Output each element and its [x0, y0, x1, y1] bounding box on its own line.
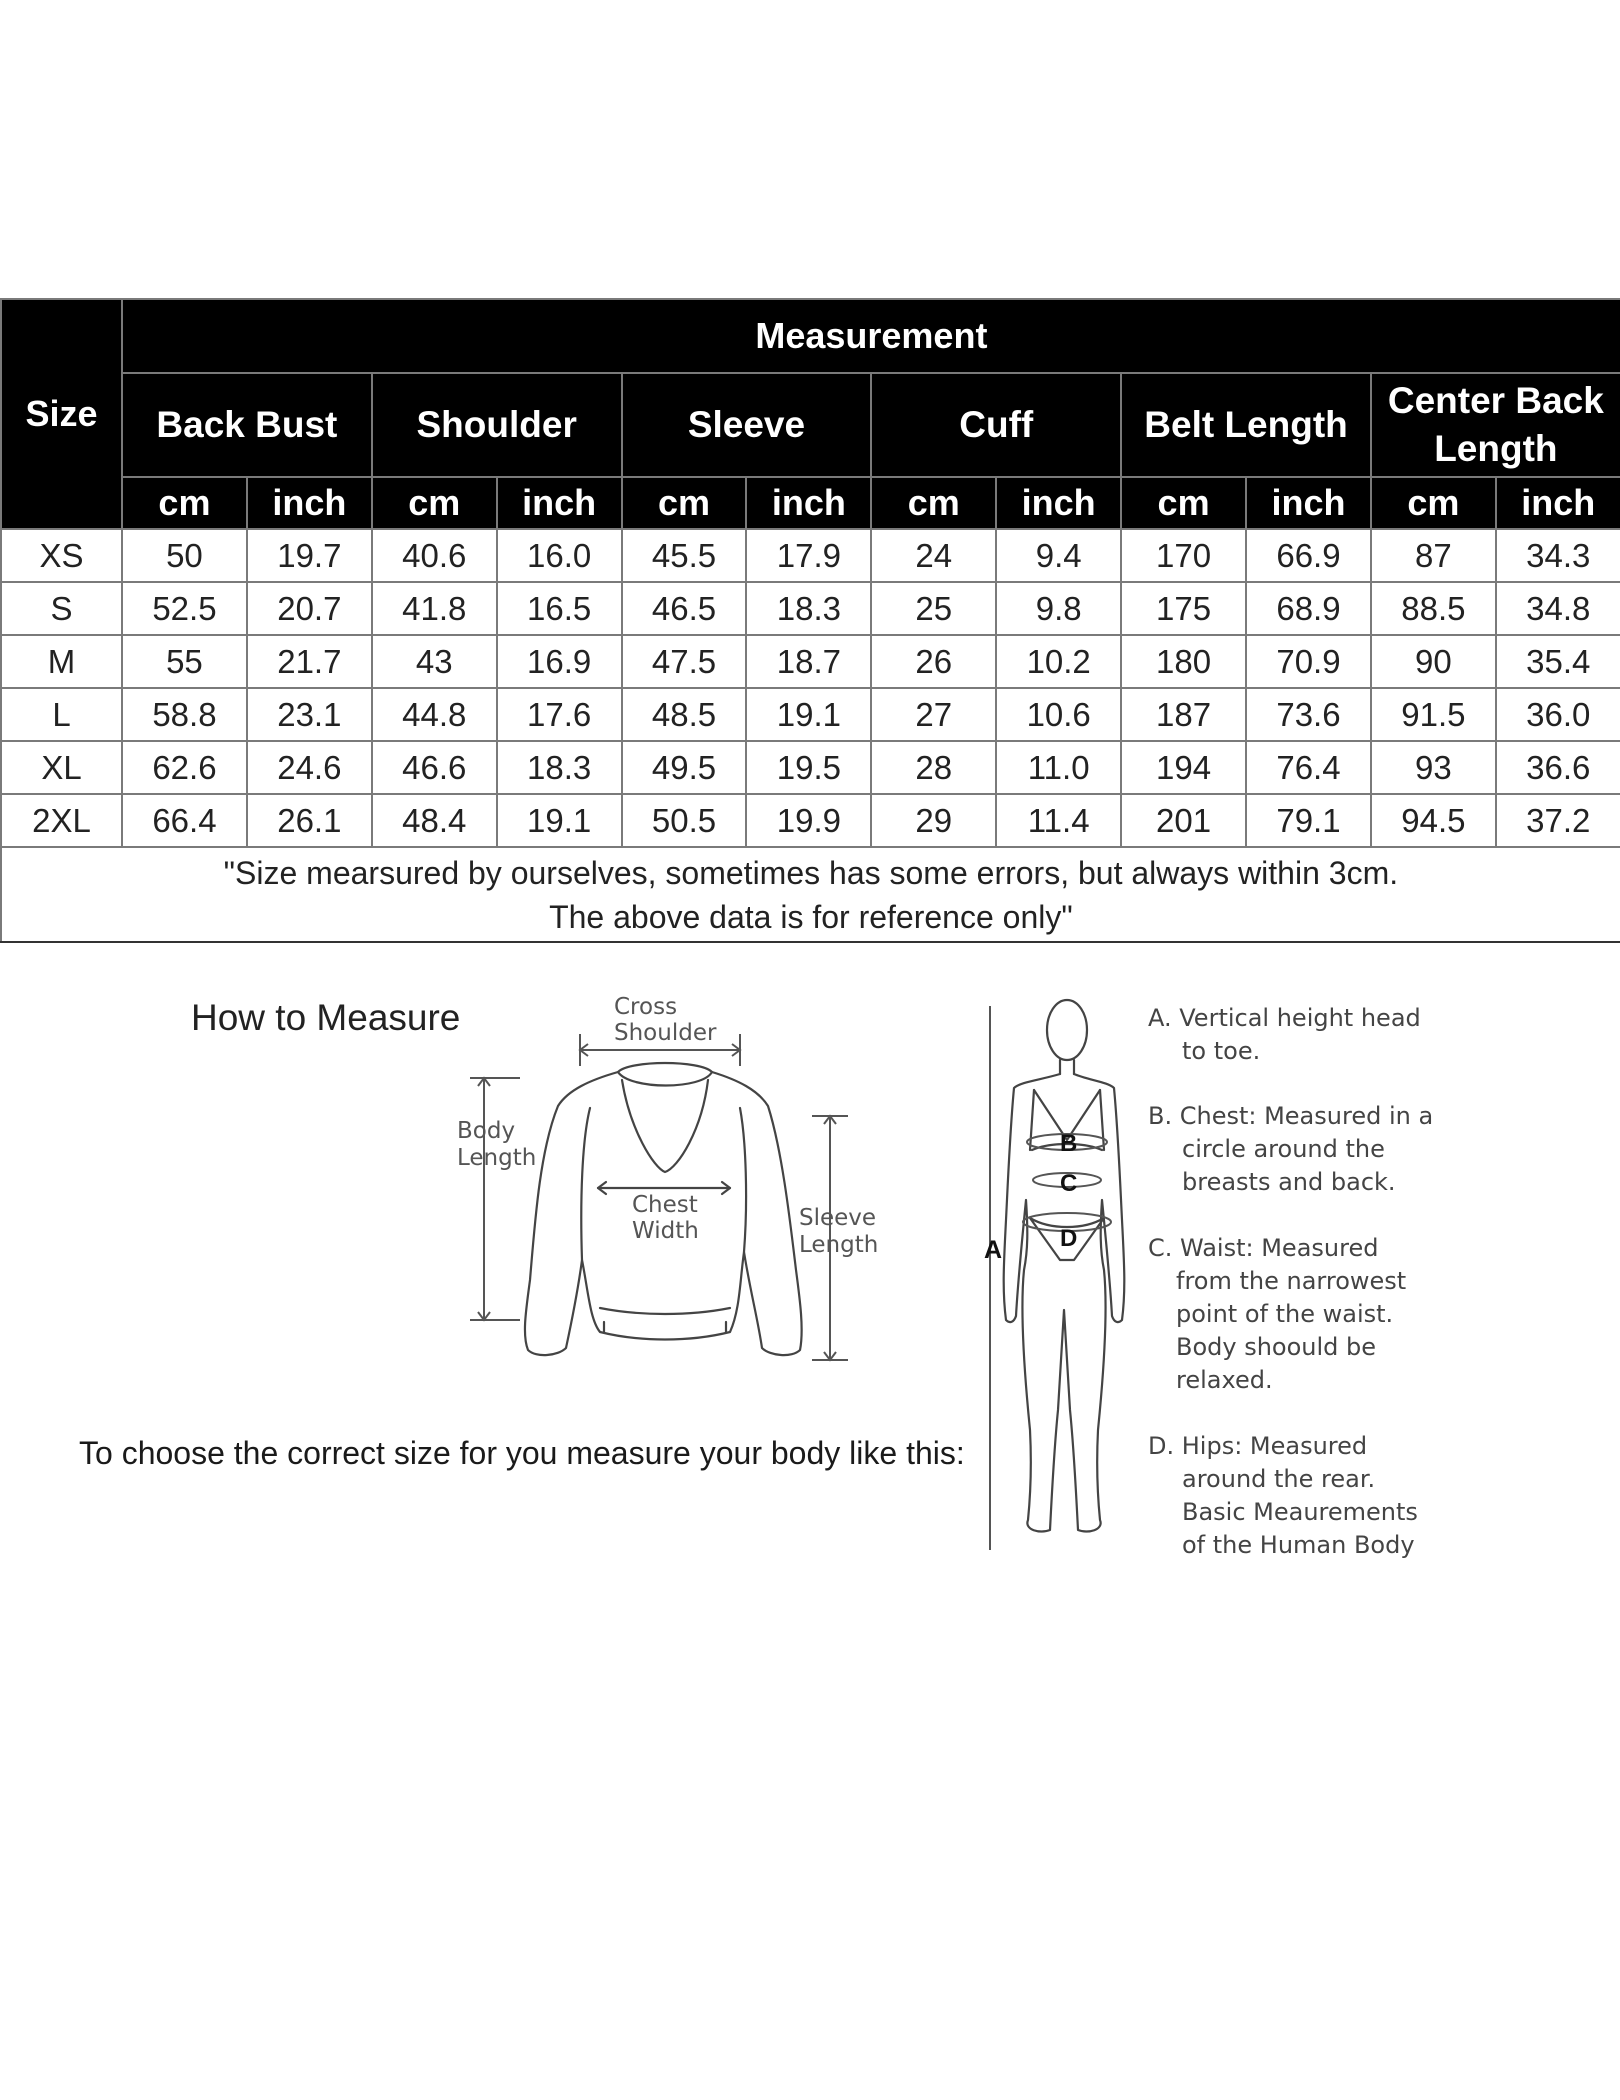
value-cell: 73.6 [1246, 688, 1371, 741]
value-cell: 19.9 [746, 794, 871, 847]
table-row [1, 794, 1620, 847]
value-cell: 55 [122, 635, 247, 688]
unit-header-inch: inch [247, 477, 372, 529]
legend-line: A. Vertical height head [1148, 1004, 1421, 1032]
value-cell: 23.1 [247, 688, 372, 741]
unit-header-inch: inch [996, 477, 1121, 529]
size-cell: 2XL [1, 794, 122, 847]
group-header-sleeve: Sleeve [622, 373, 872, 477]
value-cell: 37.2 [1496, 794, 1620, 847]
value-cell: 44.8 [372, 688, 497, 741]
group-header-cuff: Cuff [871, 373, 1121, 477]
value-cell: 62.6 [122, 741, 247, 794]
value-cell: 36.0 [1496, 688, 1620, 741]
value-cell: 48.4 [372, 794, 497, 847]
value-cell: 87 [1371, 529, 1496, 582]
legend-line: breasts and back. [1182, 1168, 1396, 1196]
size-cell: S [1, 582, 122, 635]
table-row [1, 529, 1620, 582]
value-cell: 41.8 [372, 582, 497, 635]
group-header-center-back-length: Center Back Length [1371, 373, 1620, 477]
measure-instruction: To choose the correct size for you measure your body like this: [79, 1435, 965, 1471]
unit-header-cm: cm [1121, 477, 1246, 529]
value-cell: 9.4 [996, 529, 1121, 582]
legend-line: to toe. [1182, 1037, 1261, 1065]
value-cell: 16.0 [497, 529, 622, 582]
value-cell: 26.1 [247, 794, 372, 847]
unit-header-inch: inch [1496, 477, 1620, 529]
value-cell: 26 [871, 635, 996, 688]
figure-label-c: C [1060, 1170, 1078, 1197]
legend-line: Body shoould be [1176, 1333, 1377, 1361]
measurement-title: Measurement [122, 299, 1620, 373]
value-cell: 11.0 [996, 741, 1121, 794]
shirt-measure-diagram [440, 990, 900, 1380]
size-cell: L [1, 688, 122, 741]
unit-header-cm: cm [871, 477, 996, 529]
value-cell: 50 [122, 529, 247, 582]
value-cell: 46.6 [372, 741, 497, 794]
table-row [1, 741, 1620, 794]
size-chart-table [0, 298, 1620, 943]
value-cell: 29 [871, 794, 996, 847]
body-length-label: Length [457, 1145, 537, 1171]
value-cell: 28 [871, 741, 996, 794]
figure-label-b: B [1060, 1130, 1078, 1157]
table-row [1, 635, 1620, 688]
unit-header-cm: cm [622, 477, 747, 529]
table-row [1, 582, 1620, 635]
unit-header-inch: inch [746, 477, 871, 529]
group-header-back-bust: Back Bust [122, 373, 372, 477]
value-cell: 45.5 [622, 529, 747, 582]
size-column-header: Size [1, 299, 122, 529]
size-table-body [1, 529, 1620, 847]
value-cell: 19.1 [746, 688, 871, 741]
how-to-measure-title: How to Measure [191, 997, 461, 1038]
legend-line: from the narrowest [1176, 1267, 1407, 1295]
size-cell: XS [1, 529, 122, 582]
legend-line: D. Hips: Measured [1148, 1432, 1368, 1460]
value-cell: 21.7 [247, 635, 372, 688]
unit-header-cm: cm [122, 477, 247, 529]
value-cell: 93 [1371, 741, 1496, 794]
legend-line: of the Human Body [1182, 1531, 1415, 1559]
value-cell: 201 [1121, 794, 1246, 847]
value-cell: 180 [1121, 635, 1246, 688]
value-cell: 40.6 [372, 529, 497, 582]
legend-line: point of the waist. [1176, 1300, 1394, 1328]
legend-item-b [1148, 1100, 1433, 1199]
cross-shoulder-label: Shoulder [614, 1020, 717, 1046]
chest-width-label: Width [632, 1218, 699, 1244]
value-cell: 25 [871, 582, 996, 635]
legend-line: relaxed. [1176, 1366, 1273, 1394]
table-note-line: "Size mearsured by ourselves, sometimes has some errors, but always within 3cm. [223, 854, 1399, 891]
value-cell: 175 [1121, 582, 1246, 635]
legend-item-a [1148, 1002, 1421, 1068]
value-cell: 49.5 [622, 741, 747, 794]
value-cell: 18.3 [497, 741, 622, 794]
value-cell: 20.7 [247, 582, 372, 635]
legend-item-d [1148, 1430, 1418, 1562]
value-cell: 17.9 [746, 529, 871, 582]
unit-header-inch: inch [1246, 477, 1371, 529]
value-cell: 27 [871, 688, 996, 741]
measurement-bands [990, 1006, 1111, 1550]
value-cell: 94.5 [1371, 794, 1496, 847]
value-cell: 16.9 [497, 635, 622, 688]
value-cell: 76.4 [1246, 741, 1371, 794]
table-row [1, 688, 1620, 741]
table-note-line: The above data is for reference only" [549, 898, 1073, 935]
legend-line: Basic Meaurements [1182, 1498, 1418, 1526]
table-note [1, 847, 1620, 942]
sleeve-length-label: Length [799, 1232, 879, 1258]
figure-label-d: D [1060, 1225, 1078, 1252]
value-cell: 34.8 [1496, 582, 1620, 635]
value-cell: 50.5 [622, 794, 747, 847]
value-cell: 24 [871, 529, 996, 582]
value-cell: 17.6 [497, 688, 622, 741]
value-cell: 35.4 [1496, 635, 1620, 688]
group-header-belt-length: Belt Length [1121, 373, 1371, 477]
value-cell: 58.8 [122, 688, 247, 741]
value-cell: 91.5 [1371, 688, 1496, 741]
legend-item-c [1148, 1232, 1406, 1397]
value-cell: 34.3 [1496, 529, 1620, 582]
value-cell: 48.5 [622, 688, 747, 741]
value-cell: 16.5 [497, 582, 622, 635]
chest-width-label: Chest [632, 1192, 698, 1218]
value-cell: 36.6 [1496, 741, 1620, 794]
value-cell: 90 [1371, 635, 1496, 688]
value-cell: 24.6 [247, 741, 372, 794]
legend-line: around the rear. [1182, 1465, 1376, 1493]
unit-header-cm: cm [1371, 477, 1496, 529]
legend-line: C. Waist: Measured [1148, 1234, 1379, 1262]
value-cell: 10.2 [996, 635, 1121, 688]
value-cell: 170 [1121, 529, 1246, 582]
value-cell: 70.9 [1246, 635, 1371, 688]
legend-line: circle around the [1182, 1135, 1385, 1163]
value-cell: 79.1 [1246, 794, 1371, 847]
value-cell: 46.5 [622, 582, 747, 635]
value-cell: 19.5 [746, 741, 871, 794]
value-cell: 10.6 [996, 688, 1121, 741]
figure-label-a: A [984, 1236, 1003, 1264]
value-cell: 194 [1121, 741, 1246, 794]
unit-header-inch: inch [497, 477, 622, 529]
value-cell: 52.5 [122, 582, 247, 635]
value-cell: 19.1 [497, 794, 622, 847]
cross-shoulder-label: Cross [614, 994, 678, 1020]
human-body-icon [1004, 1000, 1125, 1532]
value-cell: 9.8 [996, 582, 1121, 635]
value-cell: 66.9 [1246, 529, 1371, 582]
value-cell: 187 [1121, 688, 1246, 741]
legend-line: B. Chest: Measured in a [1148, 1102, 1434, 1130]
unit-header-cm: cm [372, 477, 497, 529]
value-cell: 18.7 [746, 635, 871, 688]
value-cell: 68.9 [1246, 582, 1371, 635]
sleeve-length-label: Sleeve [799, 1205, 877, 1231]
value-cell: 47.5 [622, 635, 747, 688]
body-figure-diagram [970, 990, 1140, 1550]
body-length-label: Body [457, 1118, 516, 1144]
value-cell: 66.4 [122, 794, 247, 847]
value-cell: 18.3 [746, 582, 871, 635]
size-cell: XL [1, 741, 122, 794]
value-cell: 11.4 [996, 794, 1121, 847]
size-cell: M [1, 635, 122, 688]
value-cell: 19.7 [247, 529, 372, 582]
group-header-shoulder: Shoulder [372, 373, 622, 477]
value-cell: 88.5 [1371, 582, 1496, 635]
value-cell: 43 [372, 635, 497, 688]
